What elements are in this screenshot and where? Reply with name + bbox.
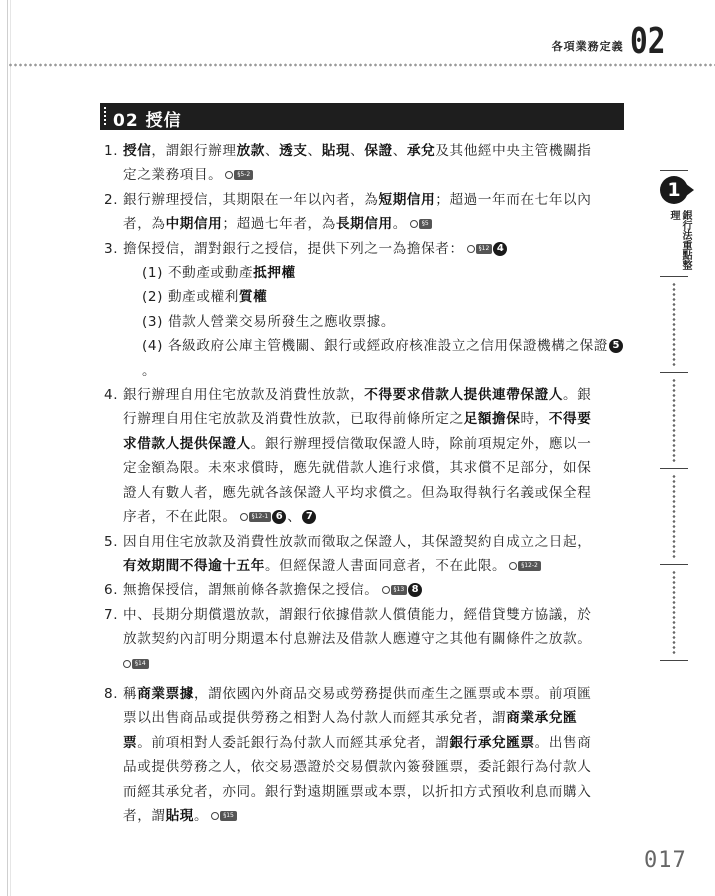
item-line: 票。前項相對人委託銀行為付款人而經其承兌者，謂銀行承兌匯票。出售商 [123,734,592,751]
magnifier-icon [123,660,131,668]
page-edge-line [7,0,8,896]
item-line: 票以出售商品或提供勞務之相對人為付款人而經其承兌者，謂商業承兌匯 [123,710,578,727]
list-item [104,530,626,579]
item-line: 定之業務項目。 §5-2 [123,163,626,187]
chapter-number: 02 [629,21,666,62]
item-line: 銀行辦理自用住宅放款及消費性放款，不得要求借款人提供連帶保證人。銀 [123,387,592,404]
list-item [104,578,626,602]
item-number: 5. [104,533,119,550]
sidebar-top-line [660,170,688,171]
item-line: 中、長期分期償還放款，謂銀行依據借款人償債能力，經借貸雙方協議，於 [123,606,592,623]
section-title: 各項業務定義 [551,40,624,53]
item-line: 因自用住宅放款及消費性放款而徵取之保證人，其保證契約自成立之日起， [123,533,592,550]
chapter-arrow-icon [686,184,694,196]
sub-item: (3) 借款人營業交易所發生之應收票據。 [142,313,396,330]
item-line: 放款契約內訂明分期還本付息辦法及借款人應遵守之其他有關條件之放款。 [123,631,592,648]
item-number: 1. [104,143,119,159]
list-item [104,188,626,237]
sidebar-divider [660,372,688,373]
item-number: 3. [104,240,119,257]
item-line: 品或提供勞務之人，依交易憑證於交易價款內簽發匯票，委託銀行為付款人 [123,759,592,776]
sidebar-dots [672,570,676,654]
law-reference-tag[interactable]: §13 [382,585,408,595]
note-number-badge: 8 [408,583,422,597]
item-number: 8. [104,685,119,702]
note-number-badge: 5 [609,339,623,353]
content-body [104,139,626,828]
list-item [104,237,626,383]
law-reference-tag[interactable]: §12-2 [509,561,541,571]
sub-item: (4) 各級政府公庫主管機關、銀行或經政府核准設立之信用保證機構之保證 5。 [123,334,626,383]
running-header [551,21,673,62]
item-number: 2. [104,191,119,208]
sub-item: (1) 不動產或動產抵押權 [142,265,296,282]
item-line: 求借款人提供保證人。銀行辦理授信徵取保證人時，除前項規定外，應以一 [123,435,592,452]
item-line: 擔保授信，謂對銀行之授信，提供下列之一為擔保者： §12 4 [123,237,626,261]
page-number: 017 [644,848,687,873]
sidebar-dots [672,474,676,558]
list-item [104,139,626,188]
law-reference-tag[interactable]: §5 [410,219,432,229]
list-item [104,603,626,676]
magnifier-icon [240,513,248,521]
list-item [104,383,626,529]
item-line: 銀行辦理授信，其期限在一年以內者，為短期信用；超過一年而在七年以內 [123,191,592,208]
sub-item: (2) 動產或權利質權 [142,289,268,306]
item-line: 序者，不在此限。 §12-1 6 、 7 [123,505,626,529]
item-line: 者，為中期信用；超過七年者，為長期信用。 §5 [123,212,626,236]
magnifier-icon [467,245,475,253]
heading-marker [104,107,106,126]
section-heading: 02 授信 [113,111,182,131]
sidebar-divider [660,564,688,565]
page-edge-line-inner [10,0,11,896]
law-reference-tag[interactable]: §5-2 [225,170,253,180]
sidebar-divider [660,660,688,661]
note-number-badge: 7 [302,510,316,524]
sidebar-divider [660,276,688,277]
item-line: 稱商業票據，謂依國內外商品交易或勞務提供而產生之匯票或本票。前項匯 [123,685,592,702]
item-line: 行辦理自用住宅放款及消費性放款，已取得前條所定之足額擔保時，不得要 [123,411,592,428]
item-number: 6. [104,582,119,599]
chapter-badge: 1 [660,176,688,204]
item-line: 有效期間不得逾十五年。但經保證人書面同意者，不在此限。 §12-2 [123,554,626,578]
item-number: 4. [104,387,119,404]
item-line: 證人有數人者，應先就各該保證人平均求償之。但為取得執行名義或保全程 [123,484,592,501]
dotted-divider [8,63,715,67]
item-line: 者，謂貼現。 §15 [123,804,626,828]
note-number-badge: 6 [272,510,286,524]
law-reference-tag[interactable]: §14 [123,659,149,669]
item-line: 無擔保授信，謂無前條各款擔保之授信。 §13 8 [123,578,626,602]
item-line: 授信，謂銀行辦理放款、透支、貼現、保證、承兌及其他經中央主管機關指 [123,143,592,159]
law-reference-tag[interactable]: §12-1 [240,512,272,522]
magnifier-icon [509,562,517,570]
item-line [123,652,626,676]
list-item [104,682,626,828]
law-reference-tag[interactable]: §12 [467,244,493,254]
law-reference-tag[interactable]: §15 [211,811,237,821]
sidebar-divider [660,468,688,469]
magnifier-icon [382,586,390,594]
chapter-label: 銀行法重點整理 [668,210,691,270]
magnifier-icon [211,812,219,820]
magnifier-icon [225,171,233,179]
sidebar-dots [672,378,676,462]
sidebar-dots [672,282,676,366]
item-line: 而經其承兌者，亦同。銀行對遠期匯票或本票，以折扣方式預收利息而購入 [123,783,592,800]
note-number-badge: 4 [493,242,507,256]
magnifier-icon [410,220,418,228]
item-line: 定金額為限。未來求償時，應先就借款人進行求償，其求償不足部分，如保 [123,460,592,477]
item-number: 7. [104,606,119,623]
section-heading-bar [100,103,624,130]
